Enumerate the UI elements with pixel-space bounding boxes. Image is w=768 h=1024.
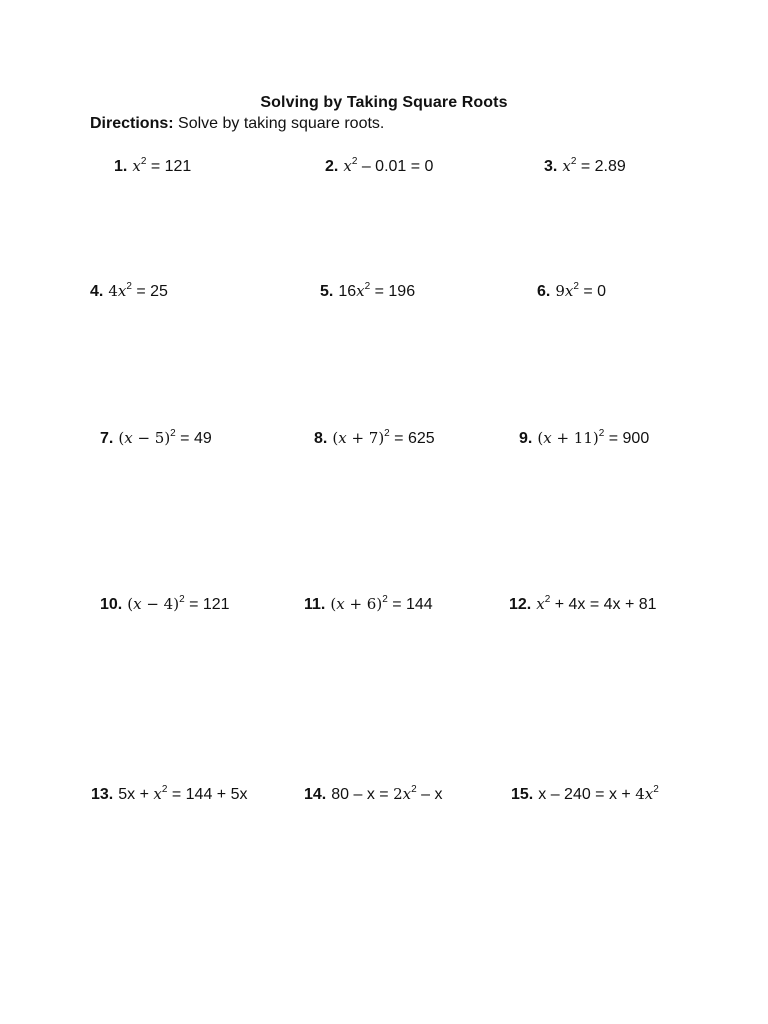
equation-text: – 0.01 = 0 bbox=[357, 158, 434, 175]
equation-text: = 196 bbox=[370, 283, 416, 300]
equation-text: = 0 bbox=[578, 283, 607, 300]
math-term: x bbox=[132, 157, 141, 175]
problem-1 bbox=[114, 157, 191, 176]
math-term: x bbox=[536, 595, 545, 613]
equation bbox=[536, 596, 656, 613]
math-term: 4x bbox=[108, 282, 127, 300]
math-term: x bbox=[153, 785, 162, 803]
equation-text: = 25 bbox=[131, 283, 168, 300]
problem-11 bbox=[304, 595, 433, 614]
math-term: 2x bbox=[393, 785, 412, 803]
equation-text: = 121 bbox=[146, 158, 192, 175]
equation-text: – x bbox=[416, 786, 443, 803]
problem-8 bbox=[314, 429, 435, 448]
equation bbox=[538, 786, 659, 803]
problem-14 bbox=[304, 785, 442, 804]
equation-text: = 144 + 5x bbox=[167, 786, 248, 803]
problem-number: 2. bbox=[325, 158, 339, 175]
equation bbox=[132, 158, 191, 175]
math-term: (x + 6) bbox=[330, 595, 383, 613]
problem-3 bbox=[544, 157, 626, 176]
math-term: (x − 4) bbox=[127, 595, 180, 613]
equation bbox=[537, 430, 649, 447]
math-term: x bbox=[562, 157, 571, 175]
problem-number: 4. bbox=[90, 283, 104, 300]
problem-6 bbox=[537, 282, 606, 301]
equation-text: 80 – x = bbox=[331, 786, 394, 803]
equation bbox=[338, 283, 415, 300]
equation-text: 16 bbox=[338, 283, 357, 300]
equation bbox=[332, 430, 434, 447]
problem-9 bbox=[519, 429, 649, 448]
equation-text: = 900 bbox=[604, 430, 650, 447]
problem-number: 13. bbox=[91, 786, 114, 803]
exponent: 2 bbox=[653, 784, 659, 795]
equation bbox=[555, 283, 606, 300]
exponent: 2 bbox=[161, 784, 168, 795]
directions bbox=[90, 115, 384, 133]
problem-10 bbox=[100, 595, 230, 614]
math-term: (x + 11) bbox=[537, 429, 599, 447]
equation bbox=[330, 596, 432, 613]
problem-number: 3. bbox=[544, 158, 558, 175]
equation bbox=[127, 596, 229, 613]
exponent: 2 bbox=[573, 281, 579, 292]
equation-text: x – 240 = x + bbox=[538, 786, 636, 803]
equation-text: = 625 bbox=[389, 430, 435, 447]
math-term: (x + 7) bbox=[332, 429, 385, 447]
problem-number: 7. bbox=[100, 430, 114, 447]
equation-text: = 49 bbox=[175, 430, 212, 447]
problem-number: 14. bbox=[304, 786, 327, 803]
equation bbox=[118, 430, 211, 447]
equation-text: + 4x = 4x + 81 bbox=[550, 596, 657, 613]
problem-number: 15. bbox=[511, 786, 534, 803]
problem-number: 12. bbox=[509, 596, 532, 613]
math-term: x bbox=[356, 282, 365, 300]
math-term: 9x bbox=[555, 282, 574, 300]
exponent: 2 bbox=[598, 428, 605, 439]
equation-text: = 121 bbox=[184, 596, 230, 613]
exponent: 2 bbox=[384, 428, 390, 439]
exponent: 2 bbox=[411, 784, 417, 795]
math-term: 4x bbox=[635, 785, 654, 803]
exponent: 2 bbox=[382, 594, 388, 605]
exponent: 2 bbox=[179, 594, 185, 605]
worksheet-title: Solving by Taking Square Roots bbox=[260, 94, 508, 111]
equation bbox=[331, 786, 442, 803]
problem-4 bbox=[90, 282, 168, 301]
problem-number: 1. bbox=[114, 158, 128, 175]
problem-12 bbox=[509, 595, 657, 614]
math-term: x bbox=[343, 157, 352, 175]
problem-number: 9. bbox=[519, 430, 533, 447]
equation-text: = 2.89 bbox=[576, 158, 626, 175]
exponent: 2 bbox=[364, 281, 371, 292]
exponent: 2 bbox=[170, 428, 176, 439]
exponent: 2 bbox=[544, 594, 551, 605]
problem-5 bbox=[320, 282, 415, 301]
equation bbox=[108, 283, 168, 300]
problem-number: 6. bbox=[537, 283, 551, 300]
problem-2 bbox=[325, 157, 433, 176]
problem-7 bbox=[100, 429, 212, 448]
exponent: 2 bbox=[140, 156, 147, 167]
equation bbox=[118, 786, 247, 803]
problem-13 bbox=[91, 785, 247, 804]
equation bbox=[343, 158, 433, 175]
exponent: 2 bbox=[570, 156, 577, 167]
directions-label: Directions: bbox=[90, 115, 174, 132]
problem-number: 8. bbox=[314, 430, 328, 447]
math-term: (x − 5) bbox=[118, 429, 171, 447]
exponent: 2 bbox=[126, 281, 132, 292]
equation bbox=[562, 158, 625, 175]
problem-15 bbox=[511, 785, 659, 804]
exponent: 2 bbox=[351, 156, 358, 167]
problem-number: 10. bbox=[100, 596, 123, 613]
directions-text: Solve by taking square roots. bbox=[173, 115, 385, 132]
problem-number: 5. bbox=[320, 283, 334, 300]
problem-number: 11. bbox=[304, 596, 326, 613]
equation-text: 5x + bbox=[118, 786, 154, 803]
equation-text: = 144 bbox=[387, 596, 433, 613]
